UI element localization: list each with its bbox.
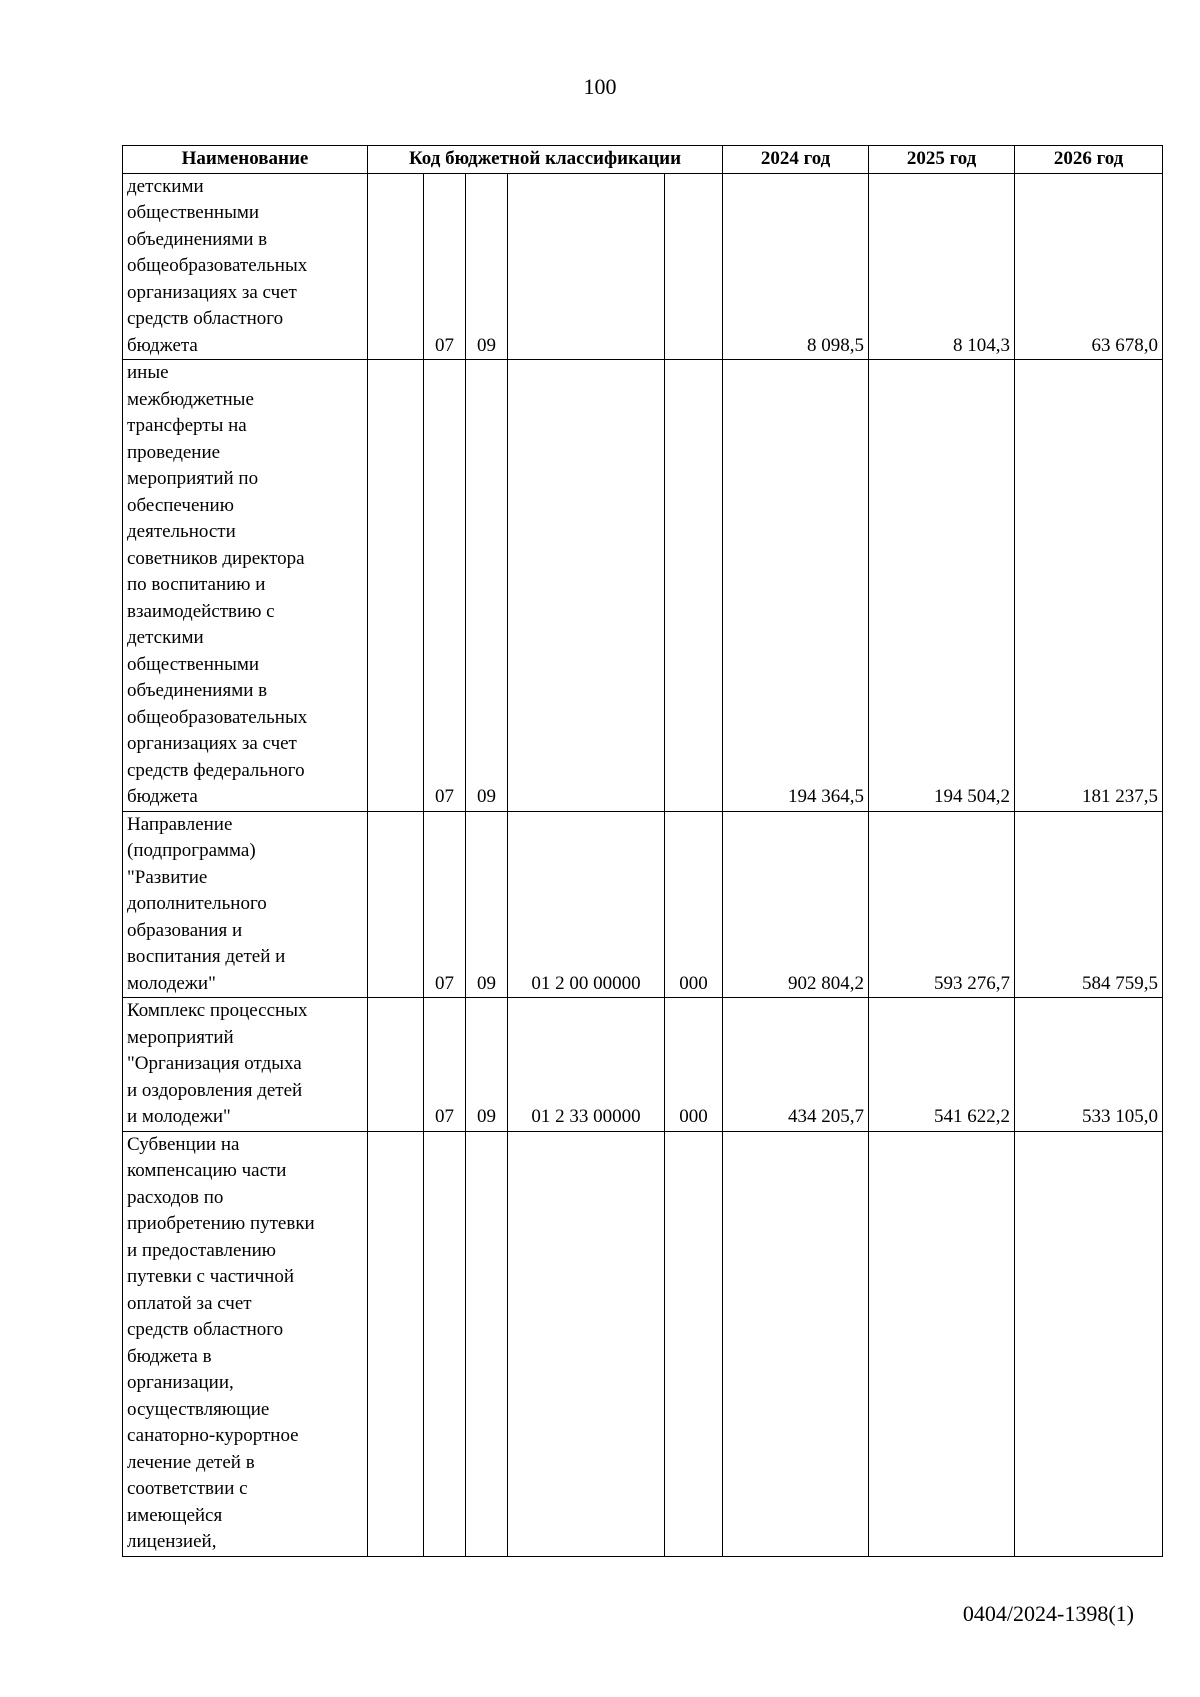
row-2026: 584 759,5: [1015, 811, 1163, 998]
row-rz: 07: [424, 173, 466, 360]
row-name: детскими общественными объединениями в общеобразовательных организациях за счет средств областного бюджета: [123, 173, 368, 360]
row-2025: 8 104,3: [869, 173, 1015, 360]
row-rz: 07: [424, 998, 466, 1132]
row-csr: [508, 360, 665, 812]
row-2024: 8 098,5: [723, 173, 869, 360]
row-2025: 194 504,2: [869, 360, 1015, 812]
row-2024: 434 205,7: [723, 998, 869, 1132]
row-grbs: [368, 811, 424, 998]
row-2024: 194 364,5: [723, 360, 869, 812]
document-code: 0404/2024-1398(1): [962, 1601, 1134, 1626]
row-2026: 533 105,0: [1015, 998, 1163, 1132]
row-name: Направление (подпрограмма) "Развитие дополнительного образования и воспитания детей и молодежи": [123, 811, 368, 998]
row-csr: [508, 1131, 665, 1556]
header-2026: 2026 год: [1015, 146, 1163, 174]
row-2025: 593 276,7: [869, 811, 1015, 998]
row-grbs: [368, 998, 424, 1132]
row-vr: [665, 360, 723, 812]
row-name: Субвенции на компенсацию части расходов по приобретению путевки и предоставлению путевки с частичной оплатой за счет средств областного бюджета в организации, осуществляющие санаторно-курортное лечение детей в соответствии с имеющейся лицензией,: [123, 1131, 368, 1556]
header-2025: 2025 год: [869, 146, 1015, 174]
row-pr: [466, 1131, 508, 1556]
budget-table: [122, 145, 1163, 1557]
row-2025: 541 622,2: [869, 998, 1015, 1132]
table-row: [123, 360, 1163, 812]
row-csr: 01 2 33 00000: [508, 998, 665, 1132]
row-grbs: [368, 173, 424, 360]
row-2026: [1015, 1131, 1163, 1556]
header-code: Код бюджетной классификации: [368, 146, 723, 174]
row-vr: [665, 173, 723, 360]
table-row: [123, 173, 1163, 360]
table-header-row: [123, 146, 1163, 174]
row-rz: 07: [424, 811, 466, 998]
row-vr: [665, 1131, 723, 1556]
header-2024: 2024 год: [723, 146, 869, 174]
row-2026: 181 237,5: [1015, 360, 1163, 812]
row-csr: 01 2 00 00000: [508, 811, 665, 998]
row-vr: 000: [665, 998, 723, 1132]
row-csr: [508, 173, 665, 360]
row-rz: 07: [424, 360, 466, 812]
row-2026: 63 678,0: [1015, 173, 1163, 360]
row-pr: 09: [466, 360, 508, 812]
row-pr: 09: [466, 998, 508, 1132]
table-row: [123, 811, 1163, 998]
page-number: 100: [583, 74, 617, 99]
row-grbs: [368, 1131, 424, 1556]
row-name: Комплекс процессных мероприятий "Организация отдыха и оздоровления детей и молодежи": [123, 998, 368, 1132]
row-2025: [869, 1131, 1015, 1556]
table-row: [123, 998, 1163, 1132]
row-grbs: [368, 360, 424, 812]
row-name: иные межбюджетные трансферты на проведение мероприятий по обеспечению деятельности советников директора по воспитанию и взаимодействию с детскими общественными объединениями в общеобразовательных организациях за счет средств федерального бюджета: [123, 360, 368, 812]
row-vr: 000: [665, 811, 723, 998]
row-pr: 09: [466, 173, 508, 360]
row-pr: 09: [466, 811, 508, 998]
header-name: Наименование: [123, 146, 368, 174]
row-rz: [424, 1131, 466, 1556]
row-2024: [723, 1131, 869, 1556]
table-row: [123, 1131, 1163, 1556]
row-2024: 902 804,2: [723, 811, 869, 998]
